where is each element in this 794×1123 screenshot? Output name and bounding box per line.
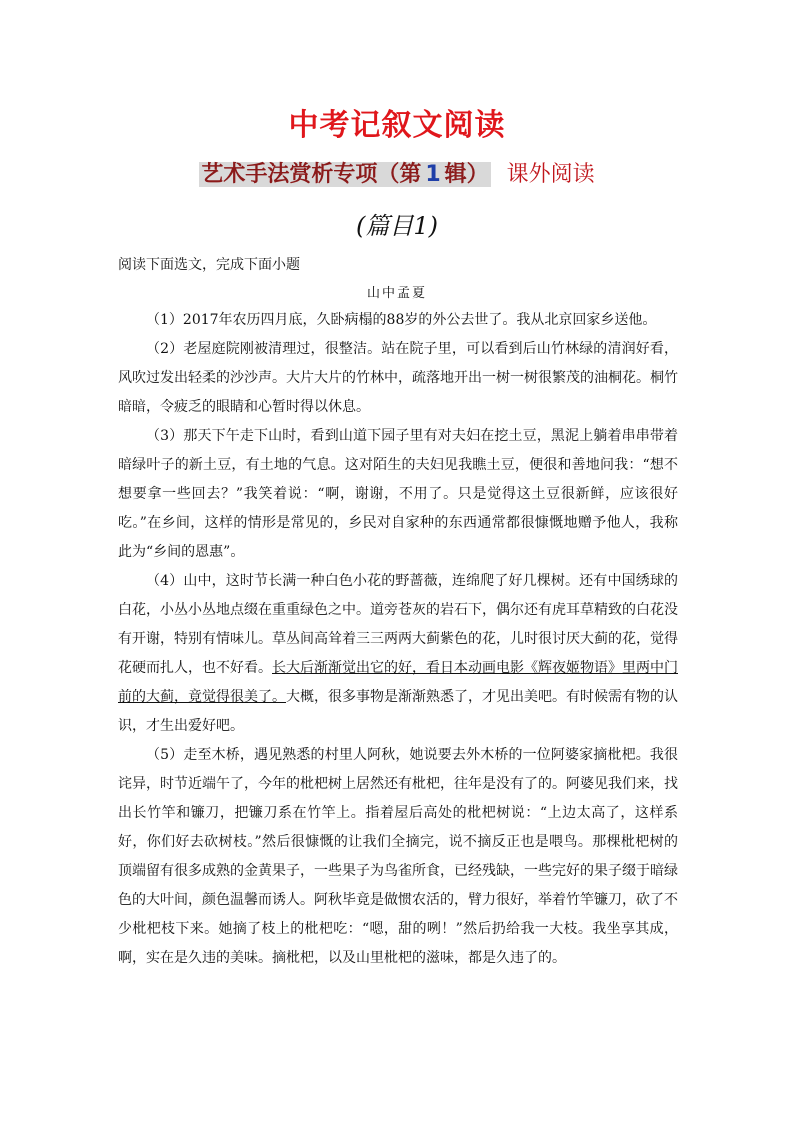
subtitle-number: 1 (425, 162, 441, 187)
underlined-sentence: 长大后渐渐觉出它的好，看日本动画电影《辉夜姬物语》里两中门前的大蓟，竟觉得很美了。 (118, 660, 678, 705)
paragraph-4-start: （4）山中，这时节长满一种白色小花的野蔷薇，连绵爬了好几棵树。还有中国绣球的白花，小丛小丛地点缀在重重绿色之中。道旁苍灰的岩石下，偶尔还有虎耳草精致的白花没有开谢，特别有情味儿。草丛间高耸着三三两两大蓟紫色的花，儿时很讨厌大蓟的花，觉得花硬而扎人，也不好看。 (118, 573, 678, 676)
paragraph-4-end: 大概，很多事物是渐渐熟悉了，才见出美吧。有时候需有物的认识，才生出爱好吧。 (118, 689, 678, 734)
essay-title: 山中孟夏 (366, 286, 427, 301)
instruction: 阅读下面选文，完成下面小题 (118, 257, 300, 273)
paragraph-5: （5）走至木桥，遇见熟悉的村里人阿秋，她说要去外木桥的一位阿婆家摘枇杷。我很诧异，时节近端午了，今年的枇杷树上居然还有枇杷，往年是没有了的。阿婆见我们来，找出长竹竿和镰刀，把镰刀系在竹竿上。指着屋后高处的枇杷树说：“上边太高了，这样系好，你们好去砍树枝。”然后很慷慨的让我们全摘完，说不摘反正也是喂鸟。那棵枇杷树的顶端留有很多成熟的金黄果子，一些果子为鸟雀所食，已经残缺，一些完好的果子缀于暗绿色的大叶间，颜色温馨而诱人。阿秋毕竟是做惯农活的，臂力很好，举着竹竿镰刀，砍了不少枇杷枝下来。她摘了枝上的枇杷吃：“嗯，甜的咧！”然后扔给我一大枝。我坐享其成，啊，实在是久违的美味。摘枇杷，以及山里枇杷的滋味，都是久违了的。 (118, 747, 678, 966)
subtitle-bold: 艺术手法赏析专项（第 (201, 162, 422, 187)
piece-label: (篇目1) (356, 212, 438, 240)
paragraph-2: （2）老屋庭院刚被清理过，很整洁。站在院子里，可以看到后山竹林绿的清润好看，风吹过发出轻柔的沙沙声。大片大片的竹林中，疏落地开出一树一树很繁茂的油桐花。桐竹暗暗，令疲乏的眼睛和心暂时得以休息。 (118, 341, 678, 415)
subtitle-extra: 课外阅读 (506, 162, 595, 187)
paragraph-4 (118, 567, 678, 741)
subtitle-end: 辑） (444, 162, 489, 187)
paragraph-3: （3）那天下午走下山时，看到山道下园子里有对夫妇在挖土豆，黑泥上躺着串串带着暗绿叶子的新土豆，有土地的气息。这对陌生的夫妇见我瞧土豆，便很和善地问我：“想不想要拿一些回去？”我笑着说：“啊，谢谢，不用了。只是觉得这土豆很新鲜，应该很好吃。”在乡间，这样的情形是常见的，乡民对自家种的东西通常都很慷慨地赠予他人，我称此为“乡间的恩惠”。 (118, 428, 678, 560)
paragraph-1: （1）2017年农历四月底，久卧病榻的88岁的外公去世了。我从北京回家乡送他。 (146, 312, 657, 328)
essay-body (118, 306, 678, 973)
main-title: 中考记叙文阅读 (288, 108, 506, 143)
subtitle (0, 160, 794, 190)
